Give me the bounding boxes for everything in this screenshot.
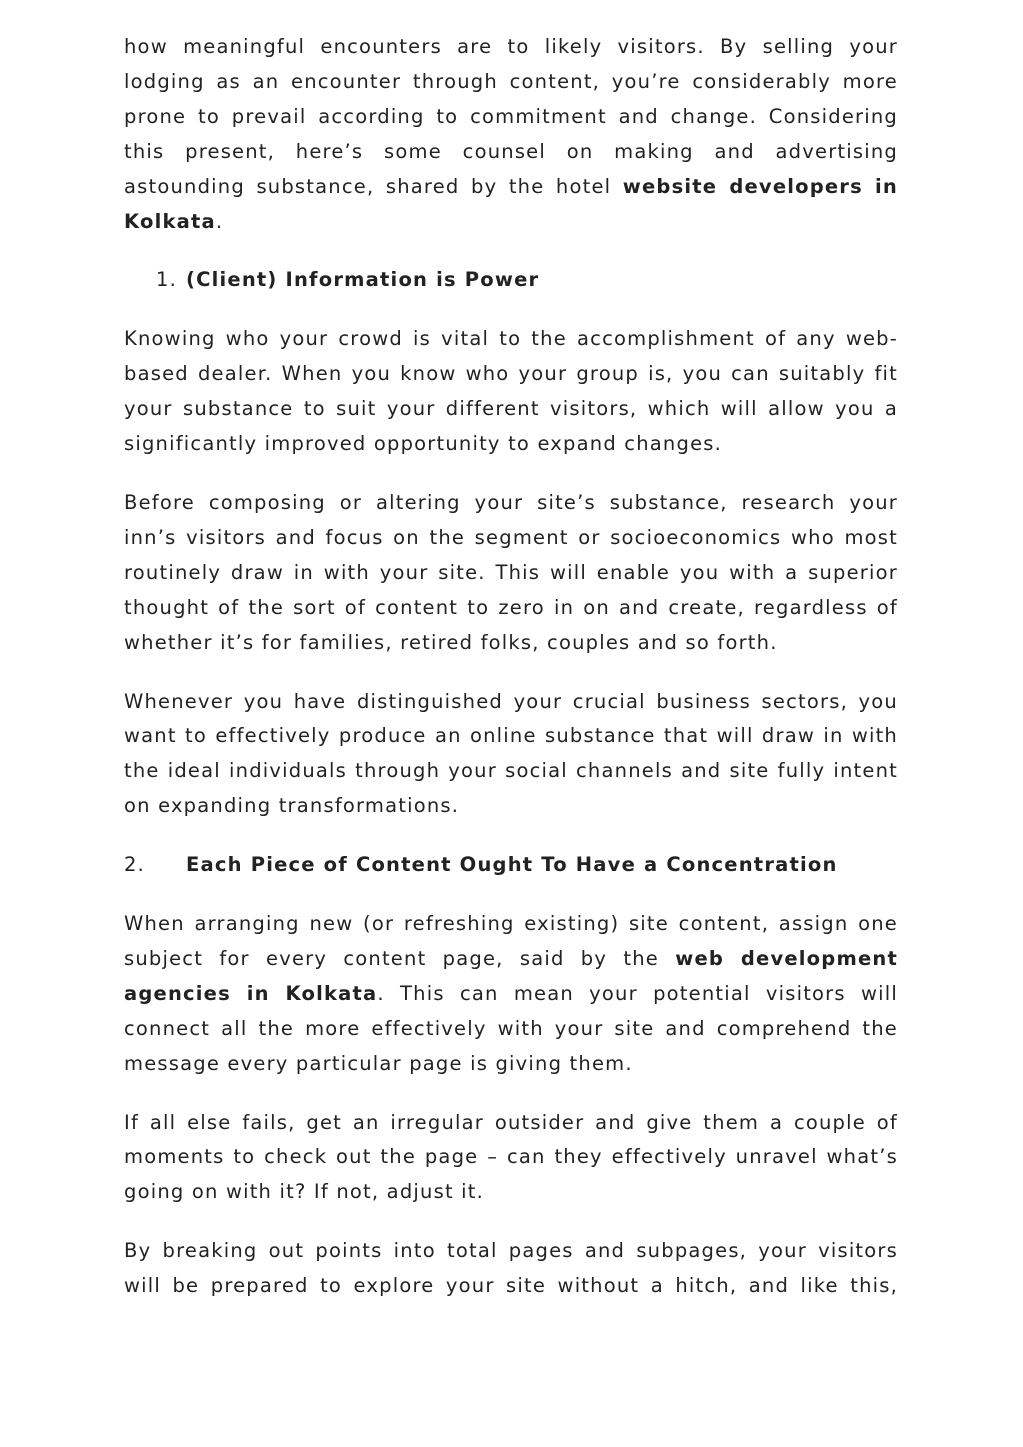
section-1-paragraph-2: Before composing or altering your site’s substance, research your inn’s visitors and focus on the segment or socioeconomics who most routinely draw in with your site. This will enable you with a superior thought of the sort of content to zero in on and create, regardless of whether it’s for families, retired folks, couples and so forth.: [124, 490, 898, 654]
section-2-bold-keyword: web development agencies in Kolkata: [124, 946, 898, 1005]
section-2-number: 2.: [124, 853, 146, 877]
section-2-heading: [124, 848, 898, 883]
section-1-number: 1.: [156, 268, 178, 292]
section-2-title: Each Piece of Content Ought To Have a Concentration: [186, 853, 838, 877]
section-1-heading: [124, 263, 898, 298]
section-2-paragraph-3: By breaking out points into total pages and subpages, your visitors will be prepared to explore your site without a hitch, and like this,: [124, 1239, 898, 1298]
section-1-paragraph-3: Whenever you have distinguished your crucial business sectors, you want to effectively produce an online substance that will draw in with the ideal individuals through your social channels and site fully intent on expanding transformations.: [124, 689, 898, 818]
section-2-paragraph-1: [124, 907, 898, 1082]
section-1-title: (Client) Information is Power: [186, 268, 540, 292]
section-1-paragraph-1: Knowing who your crowd is vital to the accomplishment of any web-based dealer. When you know who your group is, you can suitably fit your substance to suit your different visitors, which will allow you a significantly improved opportunity to expand changes.: [124, 327, 898, 456]
section-2-paragraph-1-text: When arranging new (or refreshing existing) site content, assign one subject for every content page, said by the: [124, 912, 898, 970]
intro-text: how meaningful encounters are to likely visitors. By selling your lodging as an encounter through content, you’re considerably more prone to prevail according to commitment and change. Considering this present, here’s some counsel on making and advertising astounding substance, shared by the hotel: [124, 35, 898, 198]
intro-after: .: [215, 209, 224, 233]
section-2-paragraph-1-after: . This can mean your potential visitors will connect all the more effectively with your site and comprehend the message every particular page is giving them.: [124, 981, 898, 1075]
intro-paragraph: [124, 30, 898, 239]
section-2-paragraph-2: If all else fails, get an irregular outsider and give them a couple of moments to check out the page – can they effectively unravel what’s going on with it? If not, adjust it.: [124, 1110, 898, 1204]
intro-bold-keyword: website developers in Kolkata: [124, 174, 898, 233]
document-page: [124, 30, 898, 1328]
